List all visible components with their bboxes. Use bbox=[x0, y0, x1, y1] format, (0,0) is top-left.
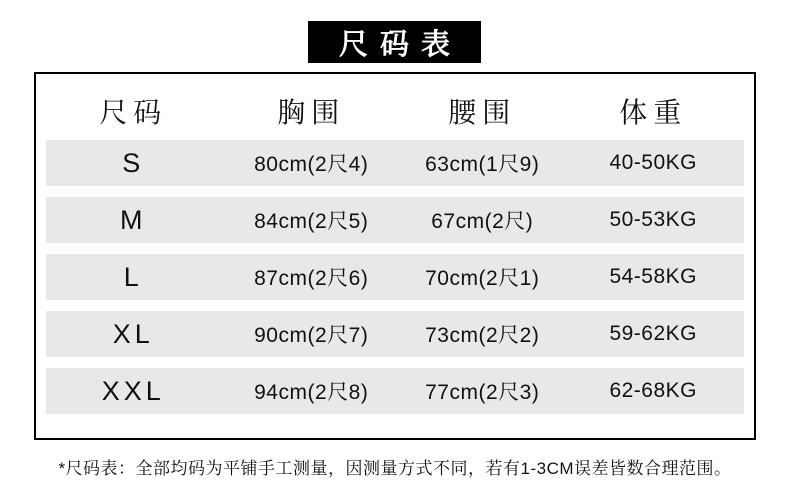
bust-cell: 84cm(2尺5) bbox=[254, 210, 369, 233]
size-table-frame bbox=[34, 72, 756, 440]
size-cell: M bbox=[120, 204, 147, 235]
weight-cell: 50-53KG bbox=[609, 208, 698, 231]
waist-cell: 67cm(2尺) bbox=[431, 210, 534, 233]
column-header-waist: 腰围 bbox=[448, 97, 517, 128]
measurement-footnote: *尺码表：全部均码为平铺手工测量，因测量方式不同，若有1-3CM误差皆数合理范围。 bbox=[58, 459, 732, 478]
bust-cell: 90cm(2尺7) bbox=[254, 324, 369, 347]
size-cell: XXL bbox=[101, 375, 165, 406]
size-cell: L bbox=[123, 261, 143, 292]
table-row-s bbox=[46, 140, 744, 186]
waist-cell: 63cm(1尺9) bbox=[425, 153, 540, 176]
size-cell: S bbox=[122, 147, 145, 178]
table-row-l bbox=[46, 254, 744, 300]
column-header-weight: 体重 bbox=[619, 97, 688, 128]
bust-cell: 80cm(2尺4) bbox=[254, 153, 369, 176]
page-title: 尺码表 bbox=[338, 28, 462, 61]
weight-cell: 59-62KG bbox=[609, 322, 698, 345]
table-row-m bbox=[46, 197, 744, 243]
waist-cell: 77cm(2尺3) bbox=[425, 381, 540, 404]
table-row-xxl bbox=[46, 368, 744, 414]
title-banner bbox=[308, 21, 481, 63]
bust-cell: 87cm(2尺6) bbox=[254, 267, 369, 290]
weight-cell: 40-50KG bbox=[609, 151, 698, 174]
table-header-row bbox=[46, 82, 744, 140]
weight-cell: 54-58KG bbox=[609, 265, 698, 288]
weight-cell: 62-68KG bbox=[609, 379, 698, 402]
waist-cell: 73cm(2尺2) bbox=[425, 324, 540, 347]
bust-cell: 94cm(2尺8) bbox=[254, 381, 369, 404]
column-header-bust: 胸围 bbox=[277, 97, 346, 128]
table-row-xl bbox=[46, 311, 744, 357]
size-cell: XL bbox=[112, 318, 154, 349]
waist-cell: 70cm(2尺1) bbox=[425, 267, 540, 290]
column-header-size: 尺码 bbox=[99, 97, 168, 128]
